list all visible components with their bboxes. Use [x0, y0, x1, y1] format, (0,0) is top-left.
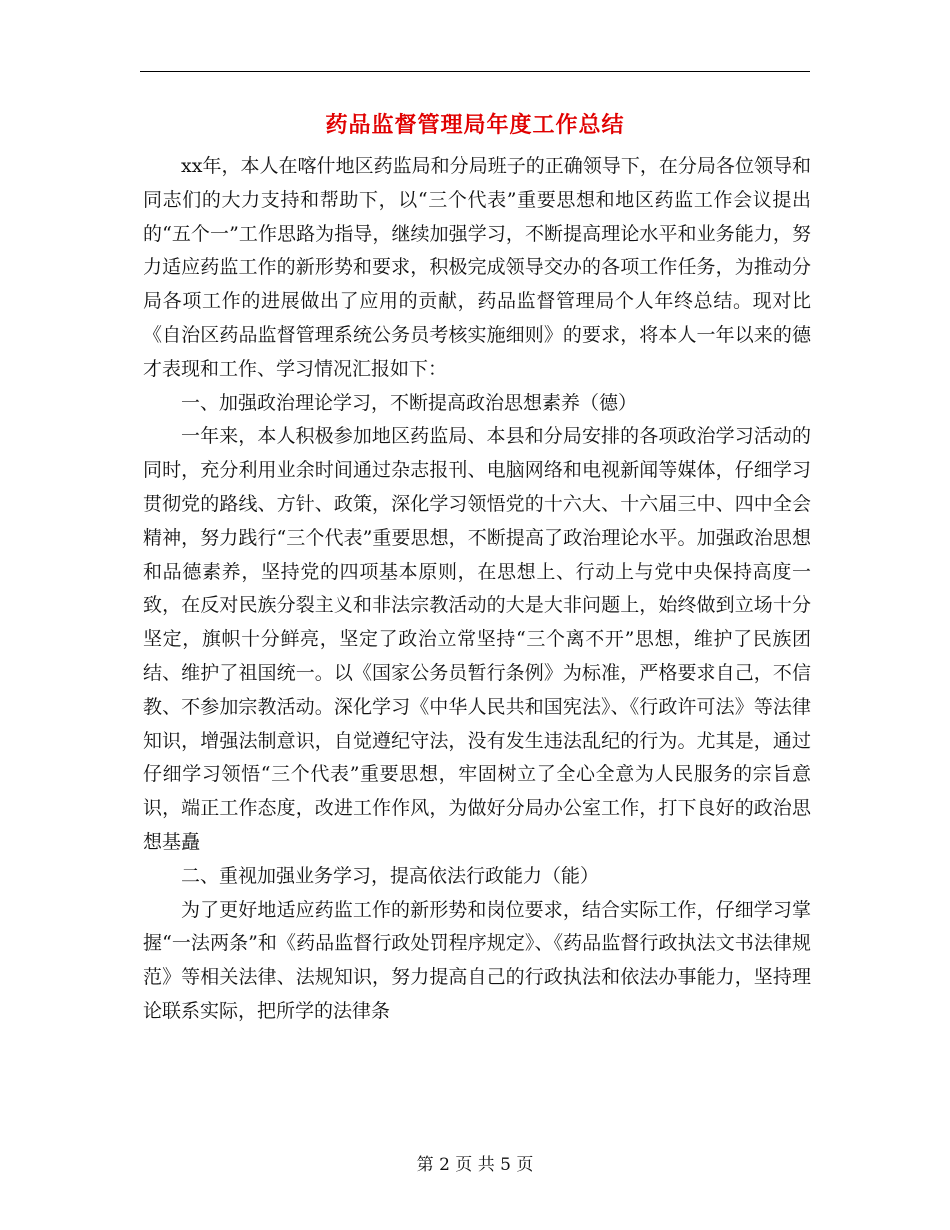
section-heading-2: 二、重视加强业务学习，提高依法行政能力（能） [181, 864, 600, 887]
paragraph-section-1: 一年来，本人积极参加地区药监局、本县和分局安排的各项政治学习活动的同时，充分利用业余时间通过杂志报刊、电脑网络和电视新闻等媒体，仔细学习贯彻党的路线、方针、政策，深化学习领悟党的十六大、十六届三中、四中全会精神，努力践行“三个代表”重要思想，不断提高了政治理论水平。加强政治思想和品德素养，坚持党的四项基本原则，在思想上、行动上与党中央保持高度一致，在反对民族分裂主义和非法宗教活动的大是大非问题上，始终做到立场十分坚定，旗帜十分鲜亮，坚定了政治立常坚持“三个离不开”思想，维护了民族团结、维护了祖国统一。以《国家公务员暂行条例》为标准，严格要求自己，不信教、不参加宗教活动。深化学习《中华人民共和国宪法》、《行政许可法》等法律知识，增强法制意识，自觉遵纪守法，没有发生违法乱纪的行为。尤其是，通过仔细学习领悟“三个代表”重要思想，牢固树立了全心全意为人民服务的宗旨意识，端正工作态度，改进工作作风，为做好分局办公室工作，打下良好的政治思想基矗 [143, 425, 811, 853]
paragraph-intro: xx年，本人在喀什地区药监局和分局班子的正确领导下，在分局各位领导和同志们的大力支持和帮助下，以“三个代表”重要思想和地区药监工作会议提出的“五个一”工作思路为指导，继续加强学习，不断提高理论水平和业务能力，努力适应药监工作的新形势和要求，积极完成领导交办的各项工作任务，为推动分局各项工作的进展做出了应用的贡献，药品监督管理局个人年终总结。现对比《自治区药品监督管理系统公务员考核实施细则》的要求，将本人一年以来的德才表现和工作、学习情况汇报如下： [143, 155, 811, 380]
section-heading-1: 一、加强政治理论学习，不断提高政治思想素养（德） [181, 391, 638, 414]
document-body [143, 150, 811, 1029]
page-number-footer: 第 2 页 共 5 页 [416, 1155, 534, 1175]
paragraph-section-2: 为了更好地适应药监工作的新形势和岗位要求，结合实际工作，仔细学习掌握“一法两条”和《药品监督行政处罚程序规定》、《药品监督行政执法文书法律规范》等相关法律、法规知识，努力提高自己的行政执法和依法办事能力，坚持理论联系实际，把所学的法律条 [143, 898, 811, 1022]
document-title: 药品监督管理局年度工作总结 [325, 112, 625, 138]
header-rule [140, 71, 810, 72]
